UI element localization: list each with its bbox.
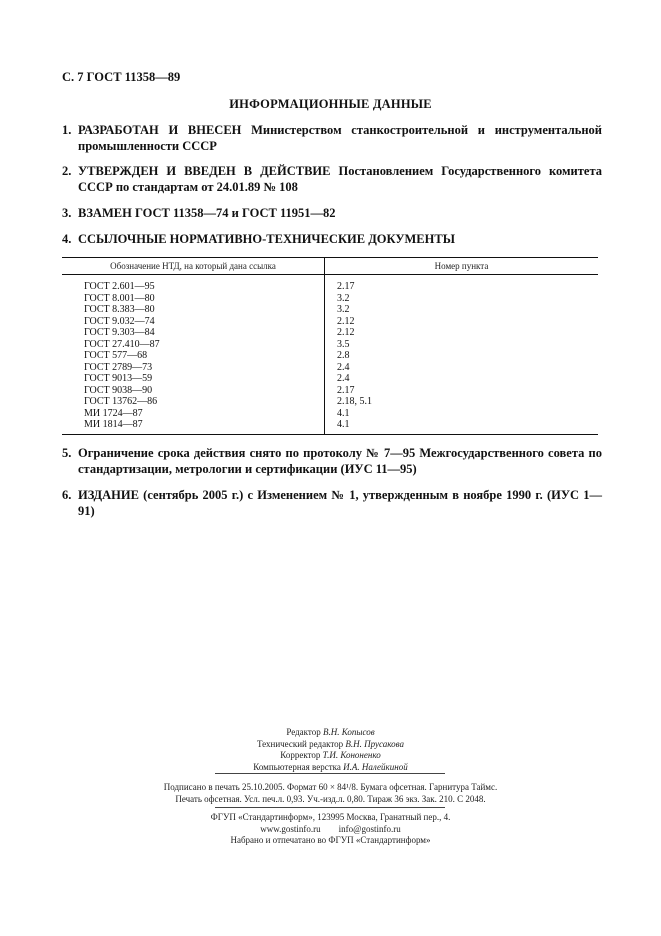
item-number: 3. bbox=[62, 206, 72, 220]
info-item-1 bbox=[62, 122, 602, 154]
cell-document: ГОСТ 2789—73 bbox=[84, 361, 153, 373]
cell-document: ГОСТ 9.032—74 bbox=[84, 315, 155, 327]
cell-clause: 4.1 bbox=[325, 419, 599, 434]
item-text: УТВЕРЖДЕН И ВВЕДЕН В ДЕЙСТВИЕ Постановлением Государственного комитета СССР по стандартам от 24.01.89 № 108 bbox=[78, 164, 602, 194]
cell-clause: 2.17 bbox=[325, 275, 599, 293]
item-number: 1. bbox=[62, 123, 72, 137]
cell-clause: 2.8 bbox=[325, 350, 599, 362]
item-text: РАЗРАБОТАН И ВНЕСЕН Министерством станкостроительной и инструментальной промышленности СССР bbox=[78, 123, 602, 153]
publisher-line: www.gostinfo.ru info@gostinfo.ru bbox=[260, 823, 401, 834]
table-row bbox=[62, 408, 598, 420]
credit-line: Компьютерная верстка И.А. Налейкиной bbox=[253, 761, 408, 772]
credit-line: Технический редактор В.Н. Прусакова bbox=[256, 738, 405, 749]
table-body bbox=[62, 275, 598, 435]
reference-documents-table bbox=[62, 257, 598, 435]
divider bbox=[215, 807, 445, 808]
print-info bbox=[0, 782, 661, 805]
info-item-4 bbox=[62, 231, 602, 247]
table-row bbox=[62, 419, 598, 434]
cell-clause: 3.2 bbox=[325, 304, 599, 316]
table-row bbox=[62, 327, 598, 339]
item-text: Ограничение срока действия снято по протоколу № 7—95 Межгосударственного совета по стандартизации, метрологии и сертификации (ИУС 11—95) bbox=[78, 446, 602, 476]
publisher-line: Набрано и отпечатано во ФГУП «Стандартинформ» bbox=[230, 835, 431, 845]
table-row bbox=[62, 293, 598, 305]
cell-document: ГОСТ 13762—86 bbox=[84, 396, 158, 407]
section-title: ИНФОРМАЦИОННЫЕ ДАННЫЕ bbox=[229, 97, 432, 111]
cell-clause: 3.5 bbox=[325, 339, 599, 351]
cell-document: ГОСТ 577—68 bbox=[84, 350, 148, 361]
item-number: 2. bbox=[62, 164, 72, 178]
cell-document: ГОСТ 8.383—80 bbox=[84, 304, 155, 315]
divider bbox=[215, 773, 445, 774]
publisher-info bbox=[0, 812, 661, 847]
item-text: ССЫЛОЧНЫЕ НОРМАТИВНО-ТЕХНИЧЕСКИЕ ДОКУМЕНТЫ bbox=[78, 232, 455, 246]
cell-clause: 4.1 bbox=[325, 408, 599, 420]
cell-clause: 2.12 bbox=[325, 316, 599, 328]
table-row bbox=[62, 373, 598, 385]
table-row bbox=[62, 362, 598, 374]
cell-document: МИ 1724—87 bbox=[84, 407, 143, 419]
table-row bbox=[62, 275, 598, 293]
item-text: ВЗАМЕН ГОСТ 11358—74 и ГОСТ 11951—82 bbox=[78, 206, 336, 220]
info-item-2 bbox=[62, 163, 602, 195]
column-header-clause: Номер пункта bbox=[325, 258, 599, 275]
table-row bbox=[62, 385, 598, 397]
editorial-credits bbox=[0, 727, 661, 773]
print-info-line: Печать офсетная. Усл. печ.л. 0,93. Уч.-изд.л. 0,80. Тираж 36 экз. Зак. 210. С 2048. bbox=[175, 793, 486, 804]
item-number: 6. bbox=[62, 488, 72, 502]
cell-document: ГОСТ 9013—59 bbox=[84, 373, 153, 384]
print-info-line: Подписано в печать 25.10.2005. Формат 60 × 84¹/8. Бумага офсетная. Гарнитура Таймс. bbox=[163, 782, 498, 792]
table-header-row bbox=[62, 258, 598, 275]
cell-clause: 2.17 bbox=[325, 385, 599, 397]
table-row bbox=[62, 396, 598, 408]
item-text: ИЗДАНИЕ (сентябрь 2005 г.) с Изменением № 1, утвержденным в ноябре 1990 г. (ИУС 1—91) bbox=[78, 488, 602, 518]
cell-clause: 2.12 bbox=[325, 327, 599, 339]
cell-document: ГОСТ 9.303—84 bbox=[84, 327, 155, 338]
credit-line: Редактор В.Н. Копысов bbox=[286, 727, 375, 737]
cell-document: ГОСТ 9038—90 bbox=[84, 384, 153, 396]
cell-clause: 2.4 bbox=[325, 362, 599, 374]
cell-clause: 2.18, 5.1 bbox=[325, 396, 599, 408]
table-row bbox=[62, 350, 598, 362]
cell-document: ГОСТ 8.001—80 bbox=[84, 292, 155, 304]
table-row bbox=[62, 304, 598, 316]
page-header: С. 7 ГОСТ 11358—89 bbox=[62, 70, 181, 84]
publisher-line: ФГУП «Стандартинформ», 123995 Москва, Гранатный пер., 4. bbox=[210, 812, 451, 822]
cell-document: ГОСТ 2.601—95 bbox=[84, 281, 155, 292]
item-number: 4. bbox=[62, 232, 72, 246]
info-item-3 bbox=[62, 205, 602, 221]
credit-line: Корректор Т.И. Кононенко bbox=[280, 750, 381, 760]
cell-document: ГОСТ 27.410—87 bbox=[84, 338, 160, 350]
info-item-5 bbox=[62, 445, 602, 477]
info-item-6 bbox=[62, 487, 602, 519]
item-number: 5. bbox=[62, 446, 72, 460]
cell-clause: 3.2 bbox=[325, 293, 599, 305]
table-row bbox=[62, 339, 598, 351]
table-row bbox=[62, 316, 598, 328]
column-header-document: Обозначение НТД, на который дана ссылка bbox=[62, 258, 325, 275]
cell-document: МИ 1814—87 bbox=[84, 419, 143, 430]
cell-clause: 2.4 bbox=[325, 373, 599, 385]
